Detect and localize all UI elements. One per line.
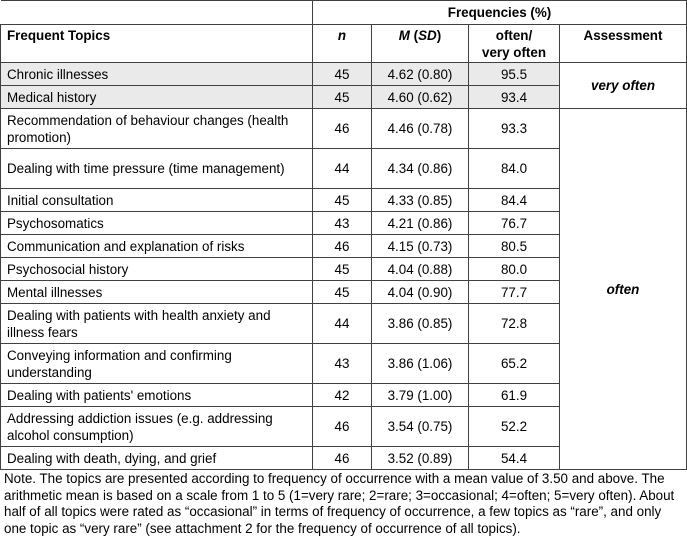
n-cell: 43	[313, 212, 372, 235]
topic-cell: Psychosocial history	[1, 258, 313, 281]
assessment-often: often	[560, 109, 687, 470]
mean-sd-cell: 4.15 (0.73)	[372, 235, 469, 258]
often-percent-cell: 84.4	[469, 189, 560, 212]
n-cell: 46	[313, 235, 372, 258]
often-percent-cell: 80.5	[469, 235, 560, 258]
table-header-group-row	[1, 1, 687, 25]
topic-cell: Mental illnesses	[1, 281, 313, 304]
often-percent-cell: 93.4	[469, 86, 560, 109]
column-header-topic: Frequent Topics	[1, 25, 313, 63]
table-header-row	[1, 25, 687, 63]
n-cell: 46	[313, 109, 372, 149]
mean-sd-cell: 3.52 (0.89)	[372, 447, 469, 470]
mean-sd-cell: 4.04 (0.88)	[372, 258, 469, 281]
n-cell: 45	[313, 63, 372, 86]
mean-sd-cell: 3.86 (0.85)	[372, 304, 469, 344]
mean-sd-cell: 3.79 (1.00)	[372, 384, 469, 407]
table-note: Note. The topics are presented according to frequency of occurrence with a mean value of 3.50 and above. The arithmetic mean is based on a scale from 1 to 5 (1=very rare; 2=rare; 3=occasional; 4=often; 5=very often). About half of all topics were rated as “occasional” in terms of frequency of occurrence, a few topics as “rare”, and only one topic as “very rare” (see attachment 2 for the frequency of occurrence of all topics).	[4, 471, 675, 536]
often-percent-cell: 77.7	[469, 281, 560, 304]
column-header-often: often/ very often	[469, 25, 560, 63]
n-cell: 46	[313, 447, 372, 470]
n-cell: 45	[313, 189, 372, 212]
topic-cell: Dealing with patients with health anxiety and illness fears	[1, 304, 313, 344]
often-percent-cell: 84.0	[469, 149, 560, 189]
topic-cell: Communication and explanation of risks	[1, 235, 313, 258]
n-cell: 42	[313, 384, 372, 407]
n-cell: 45	[313, 258, 372, 281]
often-percent-cell: 52.2	[469, 407, 560, 447]
column-header-n: n	[313, 25, 372, 63]
often-percent-cell: 72.8	[469, 304, 560, 344]
mean-sd-cell: 3.86 (1.06)	[372, 344, 469, 384]
topic-cell: Dealing with patients' emotions	[1, 384, 313, 407]
topic-cell: Recommendation of behaviour changes (health promotion)	[1, 109, 313, 149]
topic-cell: Conveying information and confirming understanding	[1, 344, 313, 384]
topic-cell: Psychosomatics	[1, 212, 313, 235]
topic-cell: Medical history	[1, 86, 313, 109]
n-cell: 45	[313, 86, 372, 109]
topic-cell: Chronic illnesses	[1, 63, 313, 86]
column-header-assessment: Assessment	[560, 25, 687, 63]
n-cell: 46	[313, 407, 372, 447]
often-percent-cell: 93.3	[469, 109, 560, 149]
often-percent-cell: 76.7	[469, 212, 560, 235]
frequencies-group-header: Frequencies (%)	[313, 1, 687, 25]
mean-sd-cell: 4.34 (0.86)	[372, 149, 469, 189]
topic-cell: Dealing with death, dying, and grief	[1, 447, 313, 470]
often-percent-cell: 80.0	[469, 258, 560, 281]
n-cell: 44	[313, 149, 372, 189]
mean-sd-cell: 4.62 (0.80)	[372, 63, 469, 86]
mean-sd-cell: 4.60 (0.62)	[372, 86, 469, 109]
mean-sd-cell: 4.21 (0.86)	[372, 212, 469, 235]
mean-sd-cell: 4.46 (0.78)	[372, 109, 469, 149]
mean-sd-cell: 3.54 (0.75)	[372, 407, 469, 447]
mean-sd-cell: 4.33 (0.85)	[372, 189, 469, 212]
n-cell: 45	[313, 281, 372, 304]
topic-cell: Addressing addiction issues (e.g. addressing alcohol consumption)	[1, 407, 313, 447]
topic-cell: Dealing with time pressure (time management)	[1, 149, 313, 189]
mean-sd-cell: 4.04 (0.90)	[372, 281, 469, 304]
n-cell: 43	[313, 344, 372, 384]
table-row	[1, 109, 687, 149]
n-cell: 44	[313, 304, 372, 344]
often-percent-cell: 65.2	[469, 344, 560, 384]
often-percent-cell: 61.9	[469, 384, 560, 407]
topic-cell: Initial consultation	[1, 189, 313, 212]
table-row	[1, 63, 687, 86]
assessment-very-often: very often	[560, 63, 687, 109]
often-percent-cell: 54.4	[469, 447, 560, 470]
often-percent-cell: 95.5	[469, 63, 560, 86]
column-header-mean-sd: M (SD)	[372, 25, 469, 63]
table-header-empty	[1, 1, 313, 25]
